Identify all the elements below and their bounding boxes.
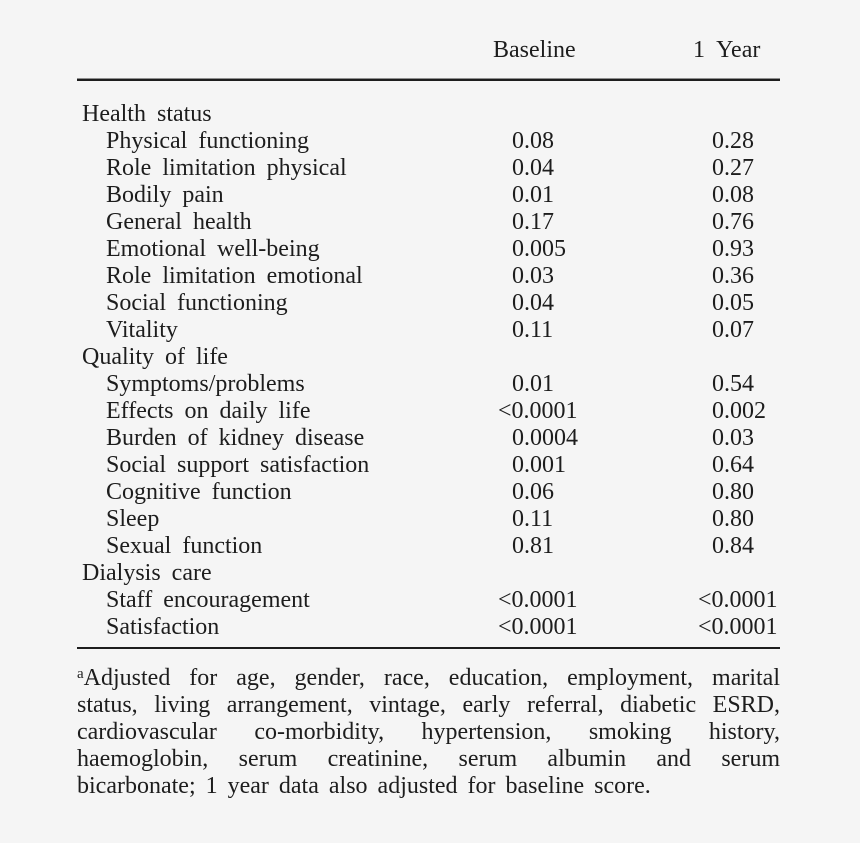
row-label: Sexual function bbox=[106, 533, 263, 559]
baseline-value: 0.03 bbox=[512, 263, 554, 289]
row-label: Effects on daily life bbox=[106, 398, 311, 424]
baseline-value: <0.0001 bbox=[498, 398, 578, 424]
footnote-text: Adjusted for age, gender, race, education, employment, marital status, living arrangement, vintage, early referral, diabetic ESRD, cardiovascular co-morbidity, hypertension, smoking history, haemoglobin, serum creatinine, serum albumin and serum bicarbonate; 1 year data also adjusted for baseline score. bbox=[77, 665, 780, 799]
row-label: Physical functioning bbox=[106, 128, 309, 154]
table-row bbox=[77, 290, 780, 317]
table-row bbox=[77, 209, 780, 236]
row-label: Role limitation emotional bbox=[106, 263, 363, 289]
section-title: Quality of life bbox=[82, 344, 228, 370]
year1-value: 0.80 bbox=[712, 506, 754, 532]
year1-value: 0.64 bbox=[712, 452, 754, 478]
column-header-row bbox=[77, 0, 780, 78]
baseline-value: <0.0001 bbox=[498, 614, 578, 640]
table-row bbox=[77, 425, 780, 452]
row-label: Cognitive function bbox=[106, 479, 292, 505]
year1-value: 0.28 bbox=[712, 128, 754, 154]
row-label: Emotional well-being bbox=[106, 236, 320, 262]
row-label: Symptoms/problems bbox=[106, 371, 305, 397]
table-row bbox=[77, 371, 780, 398]
row-label: Sleep bbox=[106, 506, 160, 532]
year1-value: <0.0001 bbox=[698, 587, 778, 613]
table-row bbox=[77, 128, 780, 155]
table-row bbox=[77, 398, 780, 425]
year1-value: 0.36 bbox=[712, 263, 754, 289]
year1-value: 0.08 bbox=[712, 182, 754, 208]
year1-value: 0.93 bbox=[712, 236, 754, 262]
section-title: Dialysis care bbox=[82, 560, 212, 586]
row-label: Role limitation physical bbox=[106, 155, 347, 181]
year1-value: 0.76 bbox=[712, 209, 754, 235]
table-row bbox=[77, 533, 780, 560]
section-title: Health status bbox=[82, 101, 212, 127]
year1-value: 0.27 bbox=[712, 155, 754, 181]
table-row bbox=[77, 452, 780, 479]
baseline-value: 0.001 bbox=[512, 452, 566, 478]
column-header-baseline: Baseline bbox=[493, 37, 576, 63]
column-header-1year: 1 Year bbox=[693, 37, 761, 63]
table-row bbox=[77, 317, 780, 344]
year1-value: 0.002 bbox=[712, 398, 766, 424]
year1-value: 0.03 bbox=[712, 425, 754, 451]
year1-value: 0.07 bbox=[712, 317, 754, 343]
bottom-rule bbox=[77, 647, 780, 649]
row-label: Staff encouragement bbox=[106, 587, 310, 613]
row-label: Social functioning bbox=[106, 290, 288, 316]
year1-value: 0.84 bbox=[712, 533, 754, 559]
row-label: Burden of kidney disease bbox=[106, 425, 365, 451]
table-row bbox=[77, 614, 780, 641]
baseline-value: 0.81 bbox=[512, 533, 554, 559]
row-label: Bodily pain bbox=[106, 182, 224, 208]
baseline-value: 0.06 bbox=[512, 479, 554, 505]
year1-value: 0.05 bbox=[712, 290, 754, 316]
baseline-value: 0.08 bbox=[512, 128, 554, 154]
baseline-value: 0.0004 bbox=[512, 425, 578, 451]
table-row bbox=[77, 506, 780, 533]
baseline-value: 0.005 bbox=[512, 236, 566, 262]
year1-value: 0.80 bbox=[712, 479, 754, 505]
table-row bbox=[77, 263, 780, 290]
row-label: Satisfaction bbox=[106, 614, 220, 640]
table-row bbox=[77, 479, 780, 506]
year1-value: <0.0001 bbox=[698, 614, 778, 640]
row-label: General health bbox=[106, 209, 252, 235]
table-row bbox=[77, 182, 780, 209]
table-container bbox=[77, 0, 780, 800]
section-header bbox=[77, 101, 780, 128]
baseline-value: 0.11 bbox=[512, 317, 554, 343]
baseline-value: 0.01 bbox=[512, 371, 554, 397]
baseline-value: 0.01 bbox=[512, 182, 554, 208]
baseline-value: 0.04 bbox=[512, 290, 554, 316]
baseline-value: 0.17 bbox=[512, 209, 554, 235]
year1-value: 0.54 bbox=[712, 371, 754, 397]
row-label: Vitality bbox=[106, 317, 178, 343]
table-row bbox=[77, 236, 780, 263]
table-body bbox=[77, 81, 780, 641]
table-row bbox=[77, 155, 780, 182]
footnote-marker: a bbox=[77, 666, 84, 682]
baseline-value: 0.04 bbox=[512, 155, 554, 181]
baseline-value: <0.0001 bbox=[498, 587, 578, 613]
table-row bbox=[77, 587, 780, 614]
row-label: Social support satisfaction bbox=[106, 452, 370, 478]
baseline-value: 0.11 bbox=[512, 506, 554, 532]
footnote bbox=[77, 665, 780, 800]
section-header bbox=[77, 344, 780, 371]
section-header bbox=[77, 560, 780, 587]
